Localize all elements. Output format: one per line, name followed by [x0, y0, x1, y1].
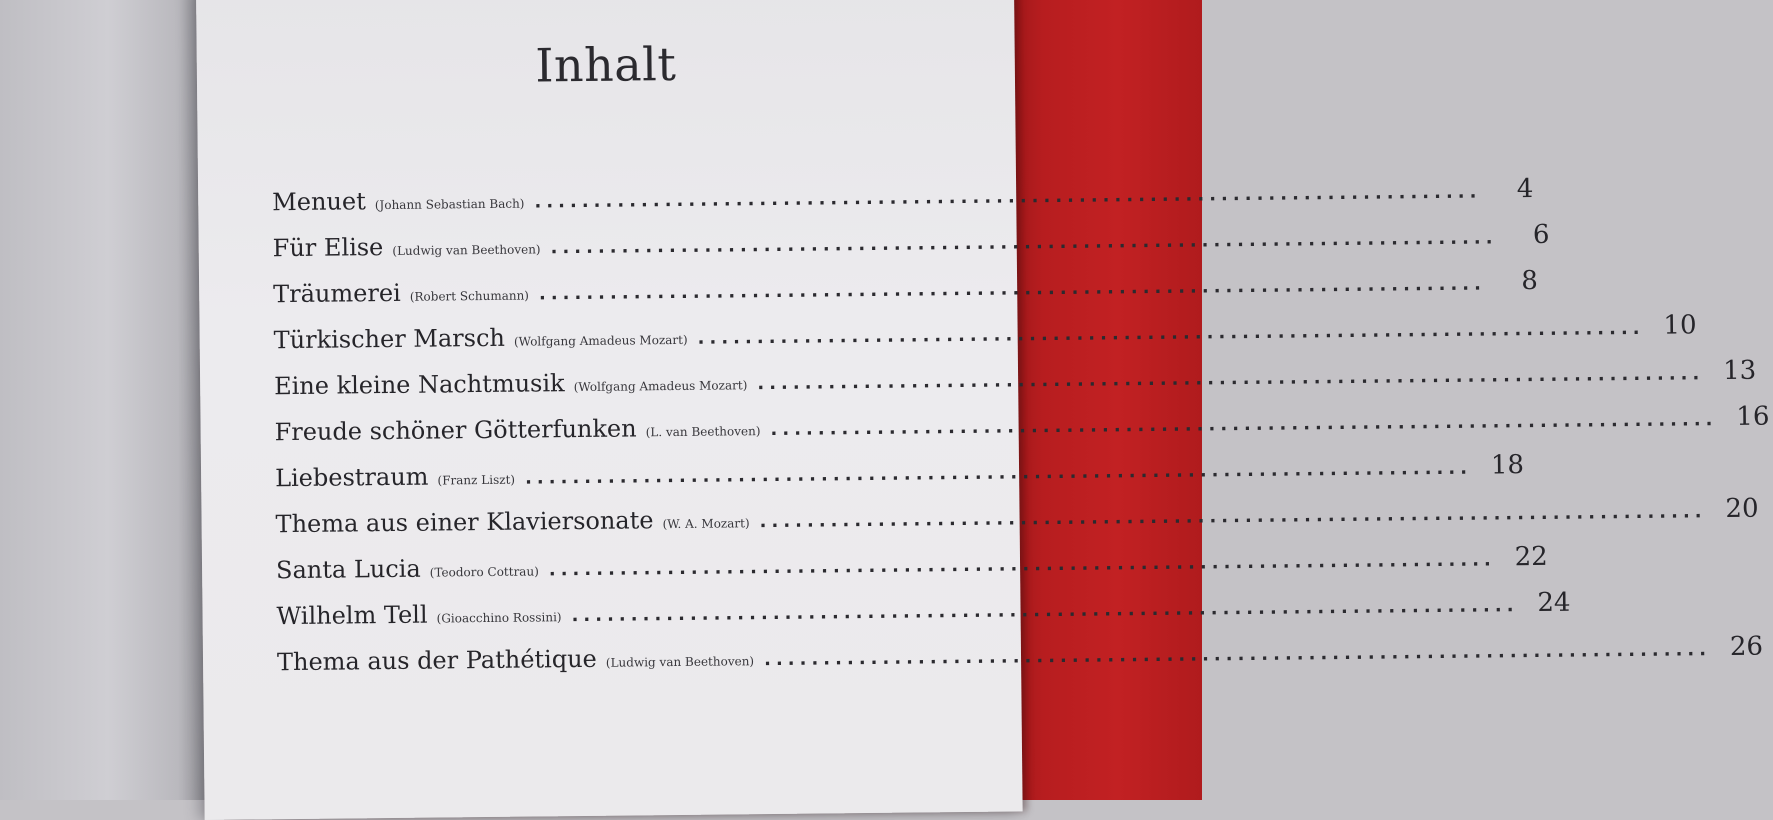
- toc-entry: [273, 310, 1697, 371]
- toc-entry-composer: (L. van Beethoven): [645, 424, 761, 440]
- page-title: Inhalt: [534, 36, 677, 93]
- toc-entry-composer: (Franz Liszt): [437, 472, 516, 488]
- toc-entry: [276, 631, 1764, 693]
- dot-leader: ................................................................................: [697, 317, 1645, 349]
- toc-entry-composer: (Wolfgang Amadeus Mozart): [573, 378, 748, 395]
- toc-entry-title: Eine kleine Nachtmusik: [274, 369, 565, 401]
- toc-entry-page-number: 13: [1723, 355, 1757, 387]
- toc-entry-page-number: 16: [1736, 401, 1770, 432]
- toc-entry: [274, 450, 1525, 509]
- toc-entry: [274, 401, 1770, 463]
- toc-entry: [272, 174, 1534, 233]
- toc-entry-composer: (Johann Sebastian Bach): [374, 196, 525, 213]
- toc-entry-title: Freude schöner Götterfunken: [274, 414, 637, 447]
- dot-leader: ................................................................................: [524, 457, 1473, 489]
- toc-entry-title: Wilhelm Tell: [276, 600, 428, 631]
- toc-entry-composer: (Wolfgang Amadeus Mozart): [513, 332, 688, 349]
- toc-entry: [275, 493, 1759, 555]
- toc-entry-composer: (Teodoro Cottrau): [429, 564, 539, 580]
- toc-entry-page-number: 18: [1490, 450, 1525, 481]
- dot-leader: ................................................................................: [757, 363, 1705, 395]
- toc-entry-title: Liebestraum: [274, 462, 429, 493]
- dot-leader: ................................................................................: [770, 409, 1718, 441]
- toc-entry-composer: (W. A. Mozart): [662, 516, 750, 532]
- toc-entry: [273, 265, 1539, 325]
- toc-entry-title: Träumerei: [273, 278, 401, 309]
- toc-entry: [272, 219, 1550, 279]
- dot-leader: ................................................................................: [763, 639, 1712, 671]
- dot-leader: ................................................................................: [538, 273, 1487, 305]
- toc-entry-title: Menuet: [272, 187, 366, 217]
- toc-entry-composer: (Ludwig van Beethoven): [605, 654, 755, 670]
- table-of-contents: [272, 174, 1770, 693]
- toc-entry-title: Für Elise: [272, 233, 384, 263]
- dot-leader: ................................................................................: [759, 501, 1707, 533]
- dot-leader: ................................................................................: [571, 595, 1519, 627]
- toc-entry-title: Santa Lucia: [275, 554, 421, 585]
- toc-entry-page-number: 4: [1516, 174, 1534, 205]
- toc-entry-title: Thema aus einer Klaviersonate: [275, 506, 654, 539]
- toc-entry-title: Türkischer Marsch: [273, 323, 506, 355]
- toc-entry-composer: (Gioacchino Rossini): [436, 610, 562, 626]
- toc-entry-page-number: 10: [1663, 310, 1697, 341]
- toc-entry: [275, 541, 1548, 601]
- toc-entry-page-number: 8: [1521, 265, 1539, 297]
- red-background: [990, 0, 1202, 800]
- toc-entry-page-number: 22: [1514, 541, 1548, 573]
- toc-entry-page-number: 20: [1725, 493, 1759, 525]
- dot-leader: ................................................................................: [550, 227, 1498, 259]
- toc-entry-page-number: 6: [1532, 219, 1550, 251]
- toc-entry-page-number: 26: [1729, 631, 1764, 662]
- toc-entry-title: Thema aus der Pathétique: [276, 644, 597, 677]
- toc-entry: [274, 355, 1757, 417]
- dot-leader: ................................................................................: [534, 181, 1482, 213]
- contents-page: [196, 0, 1770, 820]
- toc-entry: [276, 587, 1571, 647]
- toc-entry-page-number: 24: [1537, 587, 1571, 618]
- toc-entry-composer: (Robert Schumann): [409, 288, 530, 304]
- toc-entry-composer: (Ludwig van Beethoven): [392, 242, 541, 258]
- dot-leader: ................................................................................: [548, 549, 1496, 581]
